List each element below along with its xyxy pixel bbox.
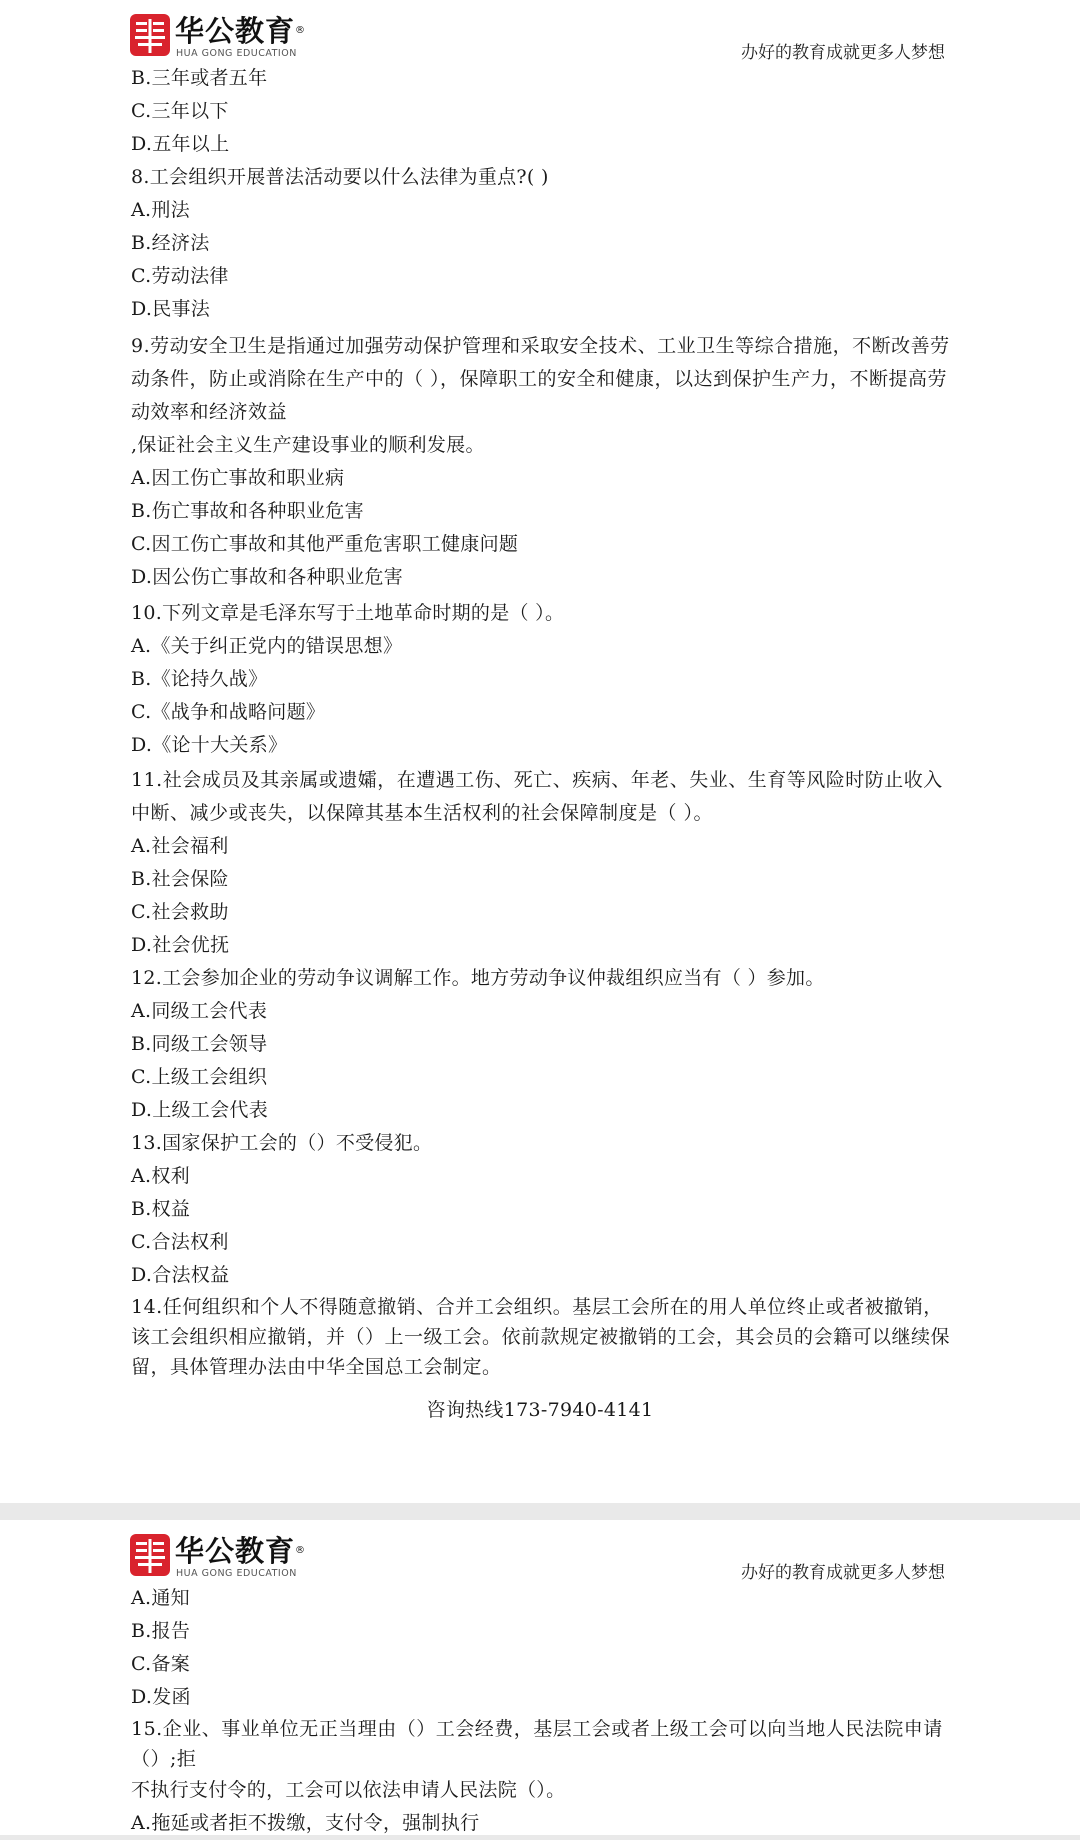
option-line: D.合法权益 (131, 1264, 230, 1286)
option-line: A.权利 (131, 1165, 190, 1187)
option-line: D.五年以上 (131, 133, 230, 155)
option-line: D.《论十大关系》 (131, 734, 288, 756)
question-14: 14.任何组织和个人不得随意撤销、合并工会组织。基层工会所在的用人单位终止或者被撤销，该工会组织相应撤销，并（）上一级工会。依前款规定被撤销的工会，其会员的会籍可以继续保留，具体管理办法由中华全国总工会制定。 (131, 1296, 951, 1378)
consult-hotline: 咨询热线173-7940-4141 (426, 1399, 654, 1421)
huagong-logo-icon (130, 14, 170, 56)
question-13: 13.国家保护工会的（）不受侵犯。 (131, 1132, 433, 1154)
question-15-continued: 不执行支付令的，工会可以依法申请人民法院（）。 (131, 1779, 566, 1801)
header-slogan: 办好的教育成就更多人梦想 (741, 1563, 945, 1583)
question-9-continued: ,保证社会主义生产建设事业的顺利发展。 (131, 434, 485, 456)
option-line: D.民事法 (131, 298, 211, 320)
option-line: A.社会福利 (131, 835, 229, 857)
option-line: D.因公伤亡事故和各种职业危害 (131, 566, 404, 588)
option-line: B.伤亡事故和各种职业危害 (131, 500, 364, 522)
option-line: C.劳动法律 (131, 265, 229, 287)
header-slogan: 办好的教育成就更多人梦想 (741, 43, 945, 63)
logo-chinese-name: 华公教育® (175, 1534, 307, 1568)
option-line: C.因工伤亡事故和其他严重危害职工健康问题 (131, 533, 519, 555)
option-line: A.拖延或者拒不拨缴，支付令，强制执行 (131, 1812, 480, 1834)
page-header (0, 0, 1080, 70)
option-line: C.三年以下 (131, 100, 229, 122)
question-10: 10.下列文章是毛泽东写于土地革命时期的是（ ）。 (131, 602, 565, 624)
logo-english-name: HUA GONG EDUCATION (176, 48, 297, 59)
question-8: 8.工会组织开展普法活动要以什么法律为重点?( ) (131, 166, 549, 188)
question-15: 15.企业、事业单位无正当理由（）工会经费，基层工会或者上级工会可以向当地人民法院申请（）;拒 (131, 1718, 943, 1770)
option-line: A.刑法 (131, 199, 190, 221)
option-line: C.上级工会组织 (131, 1066, 268, 1088)
option-line: B.权益 (131, 1198, 191, 1220)
option-line: A.因工伤亡事故和职业病 (131, 467, 345, 489)
option-line: A.同级工会代表 (131, 1000, 268, 1022)
document-page-2 (0, 1520, 1080, 1835)
option-line: B.经济法 (131, 232, 210, 254)
option-line: B.报告 (131, 1620, 191, 1642)
question-12: 12.工会参加企业的劳动争议调解工作。地方劳动争议仲裁组织应当有（ ）参加。 (131, 967, 825, 989)
option-line: B.三年或者五年 (131, 67, 268, 89)
option-line: A.《关于纠正党内的错误思想》 (131, 635, 403, 657)
question-11: 11.社会成员及其亲属或遗孀，在遭遇工伤、死亡、疾病、年老、失业、生育等风险时防止收入中断、减少或丧失，以保障其基本生活权利的社会保障制度是（ ）。 (131, 769, 943, 824)
page-header (0, 1520, 1080, 1590)
huagong-logo (130, 1534, 310, 1582)
option-line: B.《论持久战》 (131, 668, 268, 690)
huagong-logo-icon (130, 1534, 170, 1576)
page-2-content (131, 1582, 951, 1840)
option-line: A.通知 (131, 1587, 190, 1609)
option-line: C.备案 (131, 1653, 191, 1675)
option-line: C.社会救助 (131, 901, 229, 923)
page-1-content (131, 62, 951, 1382)
option-line: C.合法权利 (131, 1231, 229, 1253)
option-line: B.同级工会领导 (131, 1033, 268, 1055)
option-line: D.发函 (131, 1686, 191, 1708)
logo-chinese-name: 华公教育® (175, 14, 307, 48)
logo-english-name: HUA GONG EDUCATION (176, 1568, 297, 1579)
huagong-logo (130, 14, 310, 62)
option-line: B.社会保险 (131, 868, 229, 890)
question-9: 9.劳动安全卫生是指通过加强劳动保护管理和采取安全技术、工业卫生等综合措施，不断改善劳动条件，防止或消除在生产中的（ ），保障职工的安全和健康，以达到保护生产力，不断提高劳动效率和经济效益 (131, 335, 950, 423)
option-line: D.上级工会代表 (131, 1099, 268, 1121)
option-line: C.《战争和战略问题》 (131, 701, 326, 723)
option-line: D.社会优抚 (131, 934, 230, 956)
